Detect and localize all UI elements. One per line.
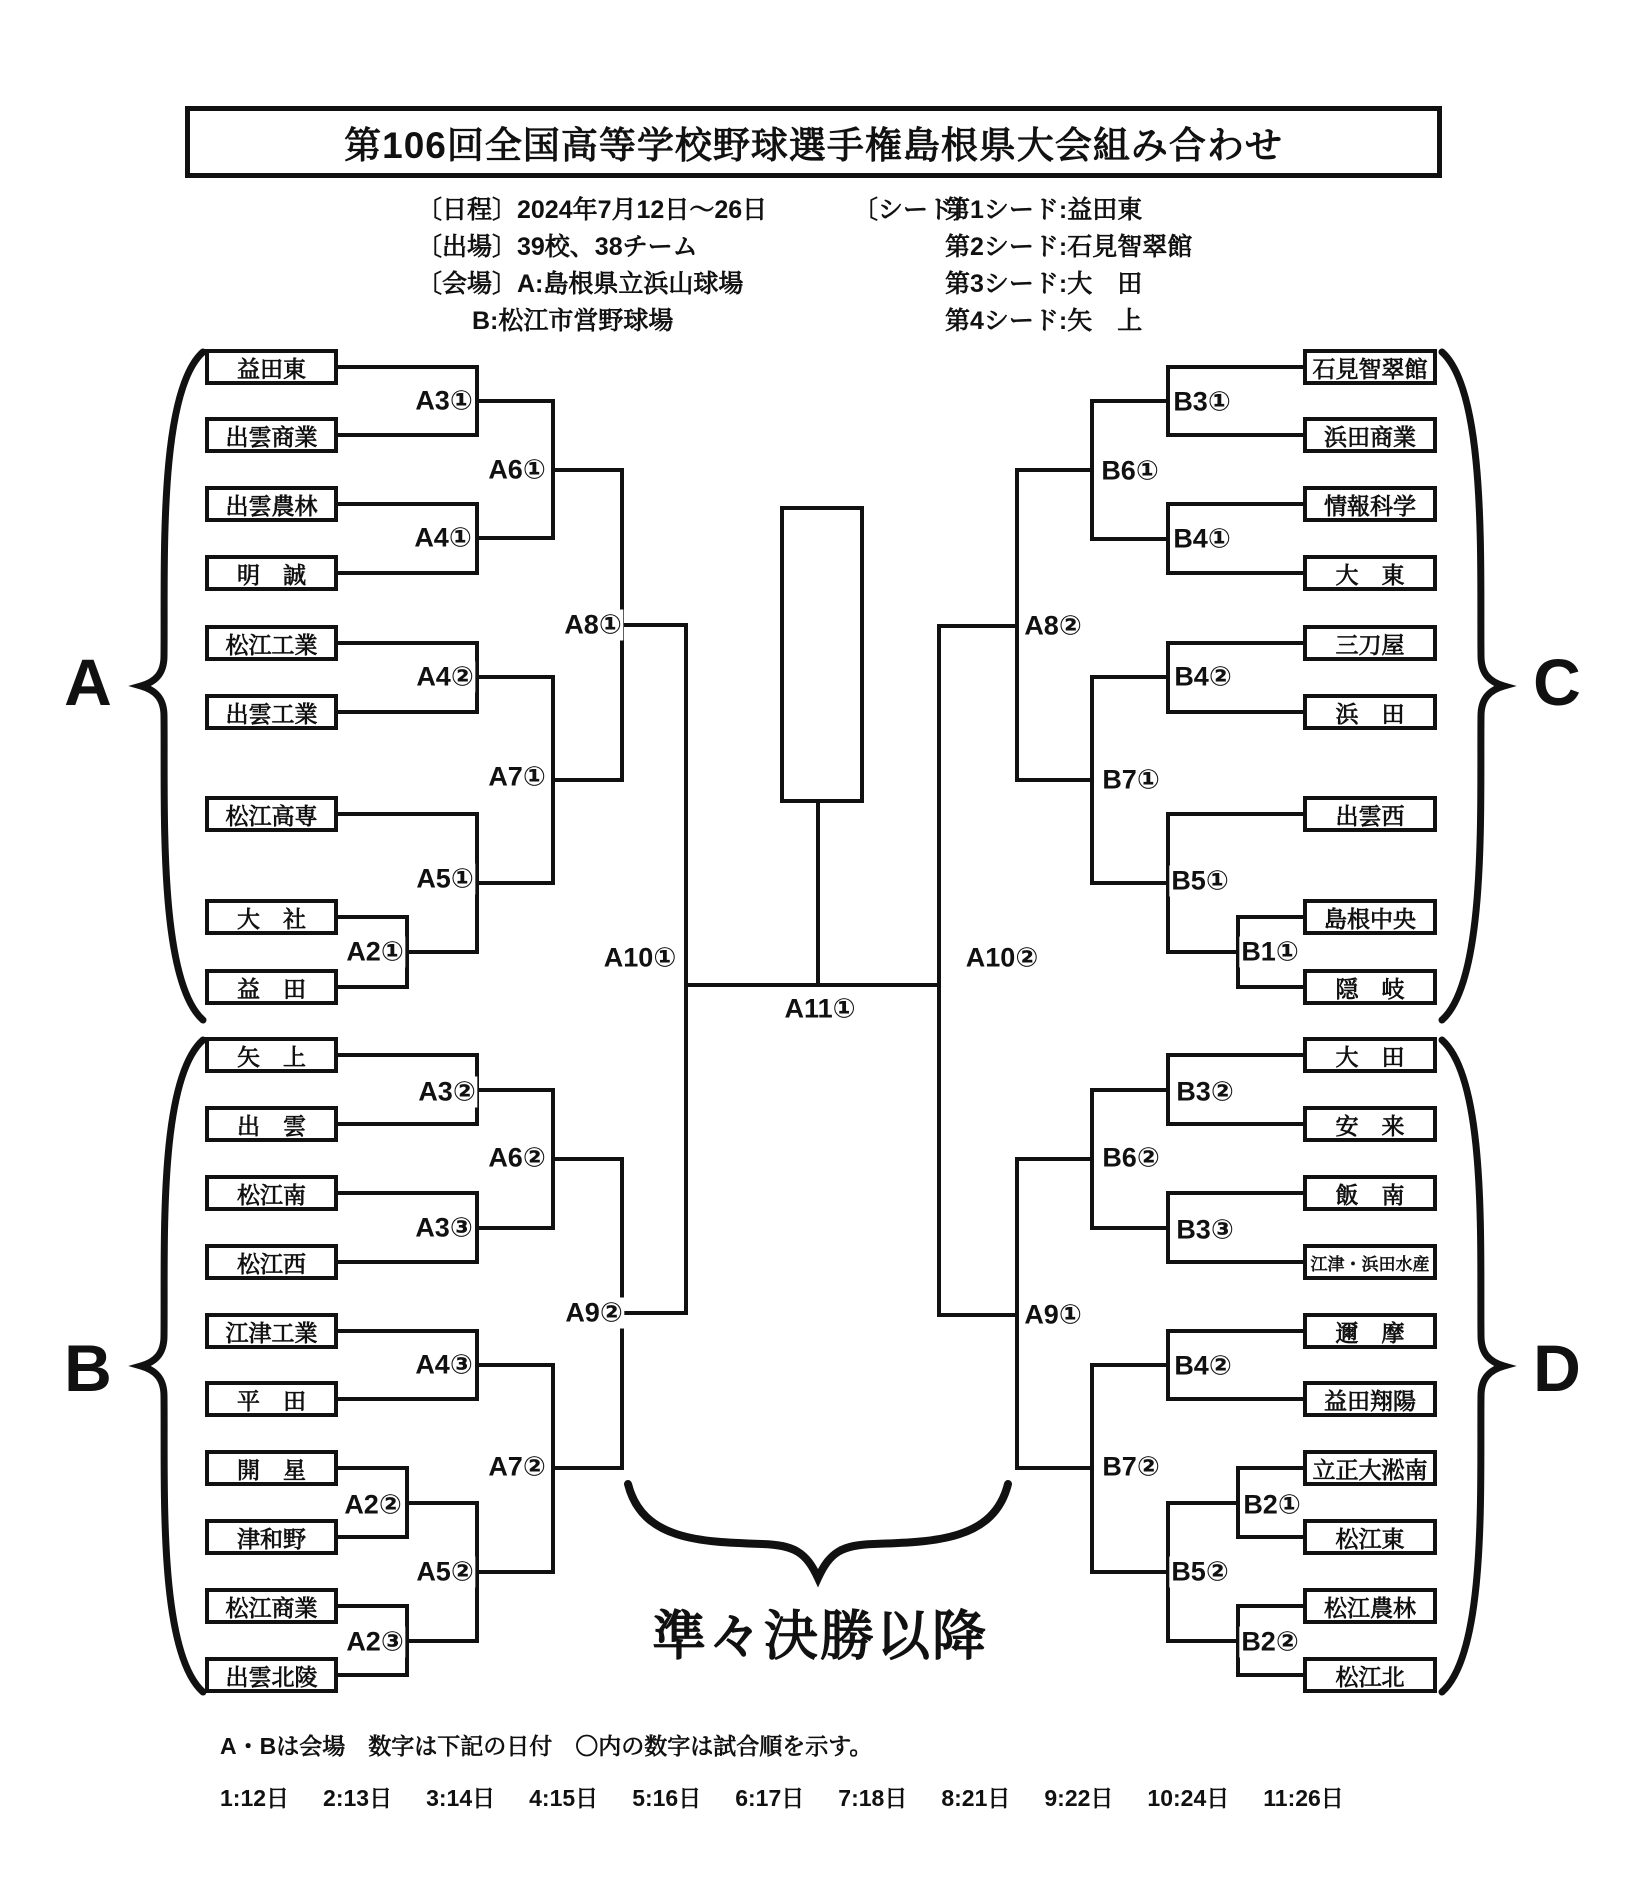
team-box: 島根中央 xyxy=(1303,899,1437,935)
team-box: 安 来 xyxy=(1303,1106,1437,1142)
team-box: 浜 田 xyxy=(1303,694,1437,730)
team-box: 松江農林 xyxy=(1303,1588,1437,1624)
brace-block-a xyxy=(141,352,203,1020)
date-item: 6:17日 xyxy=(735,1785,805,1811)
team-box: 松江北 xyxy=(1303,1657,1437,1693)
match-label: A3① xyxy=(415,385,473,416)
brace-block-d xyxy=(1442,1040,1504,1692)
match-label: A2① xyxy=(346,936,404,967)
team-box: 石見智翠館 xyxy=(1303,349,1437,385)
date-item: 7:18日 xyxy=(838,1785,908,1811)
team-box: 立正大淞南 xyxy=(1303,1450,1437,1486)
match-label: A9① xyxy=(1024,1299,1082,1330)
team-box: 邇 摩 xyxy=(1303,1313,1437,1349)
team-box: 飯 南 xyxy=(1303,1175,1437,1211)
match-label: A4③ xyxy=(415,1349,473,1380)
team-box: 浜田商業 xyxy=(1303,417,1437,453)
seed-item-4: 第4シード:矢 上 xyxy=(945,307,1143,335)
brace-block-b xyxy=(141,1040,203,1692)
venue-b-info: B:松江市営野球場 xyxy=(472,307,674,335)
seed-item-1: 第1シード:益田東 xyxy=(945,196,1143,224)
block-letter-d: D xyxy=(1533,1331,1581,1405)
block-letter-b: B xyxy=(64,1331,112,1405)
team-box: 益田翔陽 xyxy=(1303,1381,1437,1417)
match-label: A4② xyxy=(416,661,474,692)
date-item: 2:13日 xyxy=(323,1785,393,1811)
date-item: 3:14日 xyxy=(426,1785,496,1811)
champion-box xyxy=(780,506,864,803)
team-box: 三刀屋 xyxy=(1303,625,1437,661)
team-box: 益田東 xyxy=(205,349,338,385)
seed-item-2: 第2シード:石見智翠館 xyxy=(945,233,1193,261)
team-box: 出雲農林 xyxy=(205,486,338,522)
match-label: A2③ xyxy=(346,1626,404,1657)
team-box: 矢 上 xyxy=(205,1037,338,1073)
match-label: A7② xyxy=(488,1451,546,1482)
quarterfinals-note: 準々決勝以降 xyxy=(652,1606,988,1667)
team-box: 松江西 xyxy=(205,1244,338,1280)
entries-info: 〔出場〕39校、38チーム xyxy=(417,233,698,261)
team-box: 明 誠 xyxy=(205,555,338,591)
match-label: A5① xyxy=(416,863,474,894)
date-legend xyxy=(220,1780,1344,1813)
match-label: B4② xyxy=(1174,661,1232,692)
match-label: B4① xyxy=(1173,523,1231,554)
team-box: 大 東 xyxy=(1303,555,1437,591)
seed-header: 〔シード〕 xyxy=(853,196,979,224)
team-box: 出雲工業 xyxy=(205,694,338,730)
match-label: A5② xyxy=(416,1556,474,1587)
final-label: A11① xyxy=(784,993,856,1024)
date-item: 10:24日 xyxy=(1147,1785,1230,1811)
match-label: B6① xyxy=(1101,455,1159,486)
team-box: 松江高専 xyxy=(205,796,338,832)
schedule-info: 〔日程〕2024年7月12日〜26日 xyxy=(417,196,768,224)
match-label: B3① xyxy=(1173,386,1231,417)
match-label: A8② xyxy=(1024,610,1082,641)
title-box xyxy=(185,106,1442,178)
team-box: 津和野 xyxy=(205,1519,338,1555)
team-box: 大 社 xyxy=(205,899,338,935)
team-box: 出雲西 xyxy=(1303,796,1437,832)
legend-note: A・Bは会場 数字は下記の日付 〇内の数字は試合順を示す。 xyxy=(220,1733,873,1759)
team-box: 江津工業 xyxy=(205,1313,338,1349)
match-label: B5① xyxy=(1171,865,1229,896)
team-box: 松江東 xyxy=(1303,1519,1437,1555)
match-label: B6② xyxy=(1102,1142,1160,1173)
match-label: B3② xyxy=(1176,1076,1234,1107)
match-label: A7① xyxy=(488,761,546,792)
page-title: 第106回全国高等学校野球選手権島根県大会組み合わせ xyxy=(344,125,1283,166)
team-box: 開 星 xyxy=(205,1450,338,1486)
match-label: B4② xyxy=(1174,1350,1232,1381)
match-label: A3③ xyxy=(415,1212,473,1243)
team-box: 情報科学 xyxy=(1303,486,1437,522)
match-label: A6② xyxy=(488,1142,546,1173)
match-label: B7② xyxy=(1102,1451,1160,1482)
team-box: 大 田 xyxy=(1303,1037,1437,1073)
match-label: A2② xyxy=(344,1489,402,1520)
semifinal-right-label: A10② xyxy=(965,942,1039,973)
date-item: 11:26日 xyxy=(1263,1785,1344,1811)
match-label: A3② xyxy=(418,1076,476,1107)
date-item: 1:12日 xyxy=(220,1785,290,1811)
team-box: 出雲北陵 xyxy=(205,1657,338,1693)
venue-a-info: 〔会場〕A:島根県立浜山球場 xyxy=(417,270,744,298)
date-item: 4:15日 xyxy=(529,1785,599,1811)
brace-block-c xyxy=(1442,352,1504,1020)
block-letter-a: A xyxy=(64,645,112,719)
team-box: 松江南 xyxy=(205,1175,338,1211)
match-label: B7① xyxy=(1102,764,1160,795)
team-box: 平 田 xyxy=(205,1381,338,1417)
date-item: 9:22日 xyxy=(1044,1785,1114,1811)
match-label: A6① xyxy=(488,454,546,485)
date-item: 5:16日 xyxy=(632,1785,702,1811)
team-box: 出 雲 xyxy=(205,1106,338,1142)
match-label: A4① xyxy=(414,522,472,553)
date-item: 8:21日 xyxy=(941,1785,1011,1811)
block-letter-c: C xyxy=(1533,645,1581,719)
match-label: B2① xyxy=(1243,1489,1301,1520)
team-box: 松江工業 xyxy=(205,625,338,661)
match-label: A8① xyxy=(564,609,622,640)
match-label: A9② xyxy=(565,1297,623,1328)
team-box: 益 田 xyxy=(205,969,338,1005)
match-label: B1① xyxy=(1241,936,1299,967)
match-label: B3③ xyxy=(1176,1214,1234,1245)
semifinal-left-label: A10① xyxy=(603,942,677,973)
underbrace-quarterfinals xyxy=(628,1484,1008,1578)
match-label: B2② xyxy=(1241,1626,1299,1657)
team-box: 江津・浜田水産 xyxy=(1303,1244,1437,1280)
team-box: 松江商業 xyxy=(205,1588,338,1624)
match-label: B5② xyxy=(1171,1556,1229,1587)
team-box: 出雲商業 xyxy=(205,417,338,453)
team-box: 隠 岐 xyxy=(1303,969,1437,1005)
seed-item-3: 第3シード:大 田 xyxy=(945,270,1143,298)
